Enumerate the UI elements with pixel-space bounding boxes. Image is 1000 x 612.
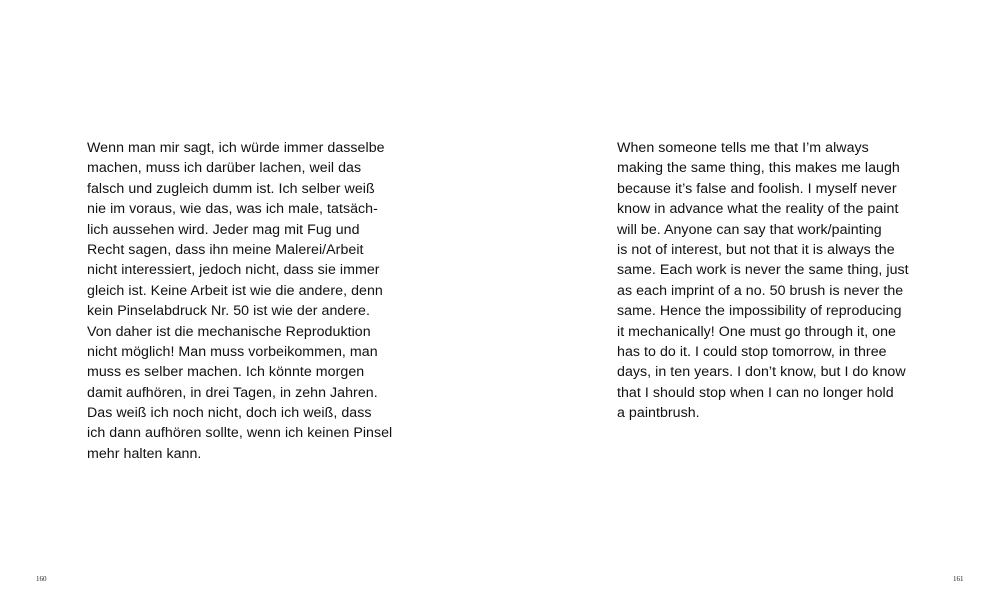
text-line: same. Each work is never the same thing, just <box>617 262 909 279</box>
german-text-block <box>87 138 392 464</box>
text-line: Wenn man mir sagt, ich würde immer dasselbe <box>87 140 385 156</box>
text-line: nicht möglich! Man muss vorbeikommen, man <box>87 343 378 360</box>
text-line: days, in ten years. I don’t know, but I do know <box>617 364 906 381</box>
text-line: nicht interessiert, jedoch nicht, dass sie immer <box>87 262 380 279</box>
text-line: that I should stop when I can no longer hold <box>617 384 894 401</box>
text-line: has to do it. I could stop tomorrow, in three <box>617 343 887 360</box>
text-line: know in advance what the reality of the paint <box>617 201 899 218</box>
text-line: same. Hence the impossibility of reproducing <box>617 303 902 320</box>
english-text-block <box>617 138 909 423</box>
text-line: a paintbrush. <box>617 405 700 422</box>
page-number: 160 <box>36 575 47 583</box>
page-number: 161 <box>953 575 964 583</box>
text-line: mehr halten kann. <box>87 445 202 462</box>
text-line: muss es selber machen. Ich könnte morgen <box>87 364 365 381</box>
text-line: because it’s false and foolish. I myself never <box>617 180 897 197</box>
text-line: Das weiß ich noch nicht, doch ich weiß, dass <box>87 405 372 422</box>
text-line: will be. Anyone can say that work/painting <box>617 221 882 238</box>
text-line: it mechanically! One must go through it, one <box>617 323 897 340</box>
text-line: gleich ist. Keine Arbeit ist wie die andere, denn <box>87 282 383 299</box>
right-page <box>500 0 1000 612</box>
text-line: lich aussehen wird. Jeder mag mit Fug und <box>87 221 360 238</box>
text-line: falsch und zugleich dumm ist. Ich selber weiß <box>87 180 375 197</box>
text-line: machen, muss ich darüber lachen, weil das <box>87 160 362 177</box>
text-line: damit aufhören, in drei Tagen, in zehn Jahren. <box>87 384 378 401</box>
text-line: kein Pinselabdruck Nr. 50 ist wie der andere. <box>87 303 370 320</box>
text-line: making the same thing, this makes me laugh <box>617 160 900 177</box>
text-line: is not of interest, but not that it is always the <box>617 241 895 258</box>
text-line: ich dann aufhören sollte, wenn ich keinen Pinsel <box>87 425 393 442</box>
text-line: as each imprint of a no. 50 brush is never the <box>617 282 904 299</box>
text-line: nie im voraus, wie das, was ich male, tatsäch- <box>87 201 378 218</box>
text-line: Von daher ist die mechanische Reproduktion <box>87 323 371 340</box>
text-line: Recht sagen, dass ihn meine Malerei/Arbeit <box>87 241 364 258</box>
text-line: When someone tells me that I’m always <box>617 140 869 156</box>
